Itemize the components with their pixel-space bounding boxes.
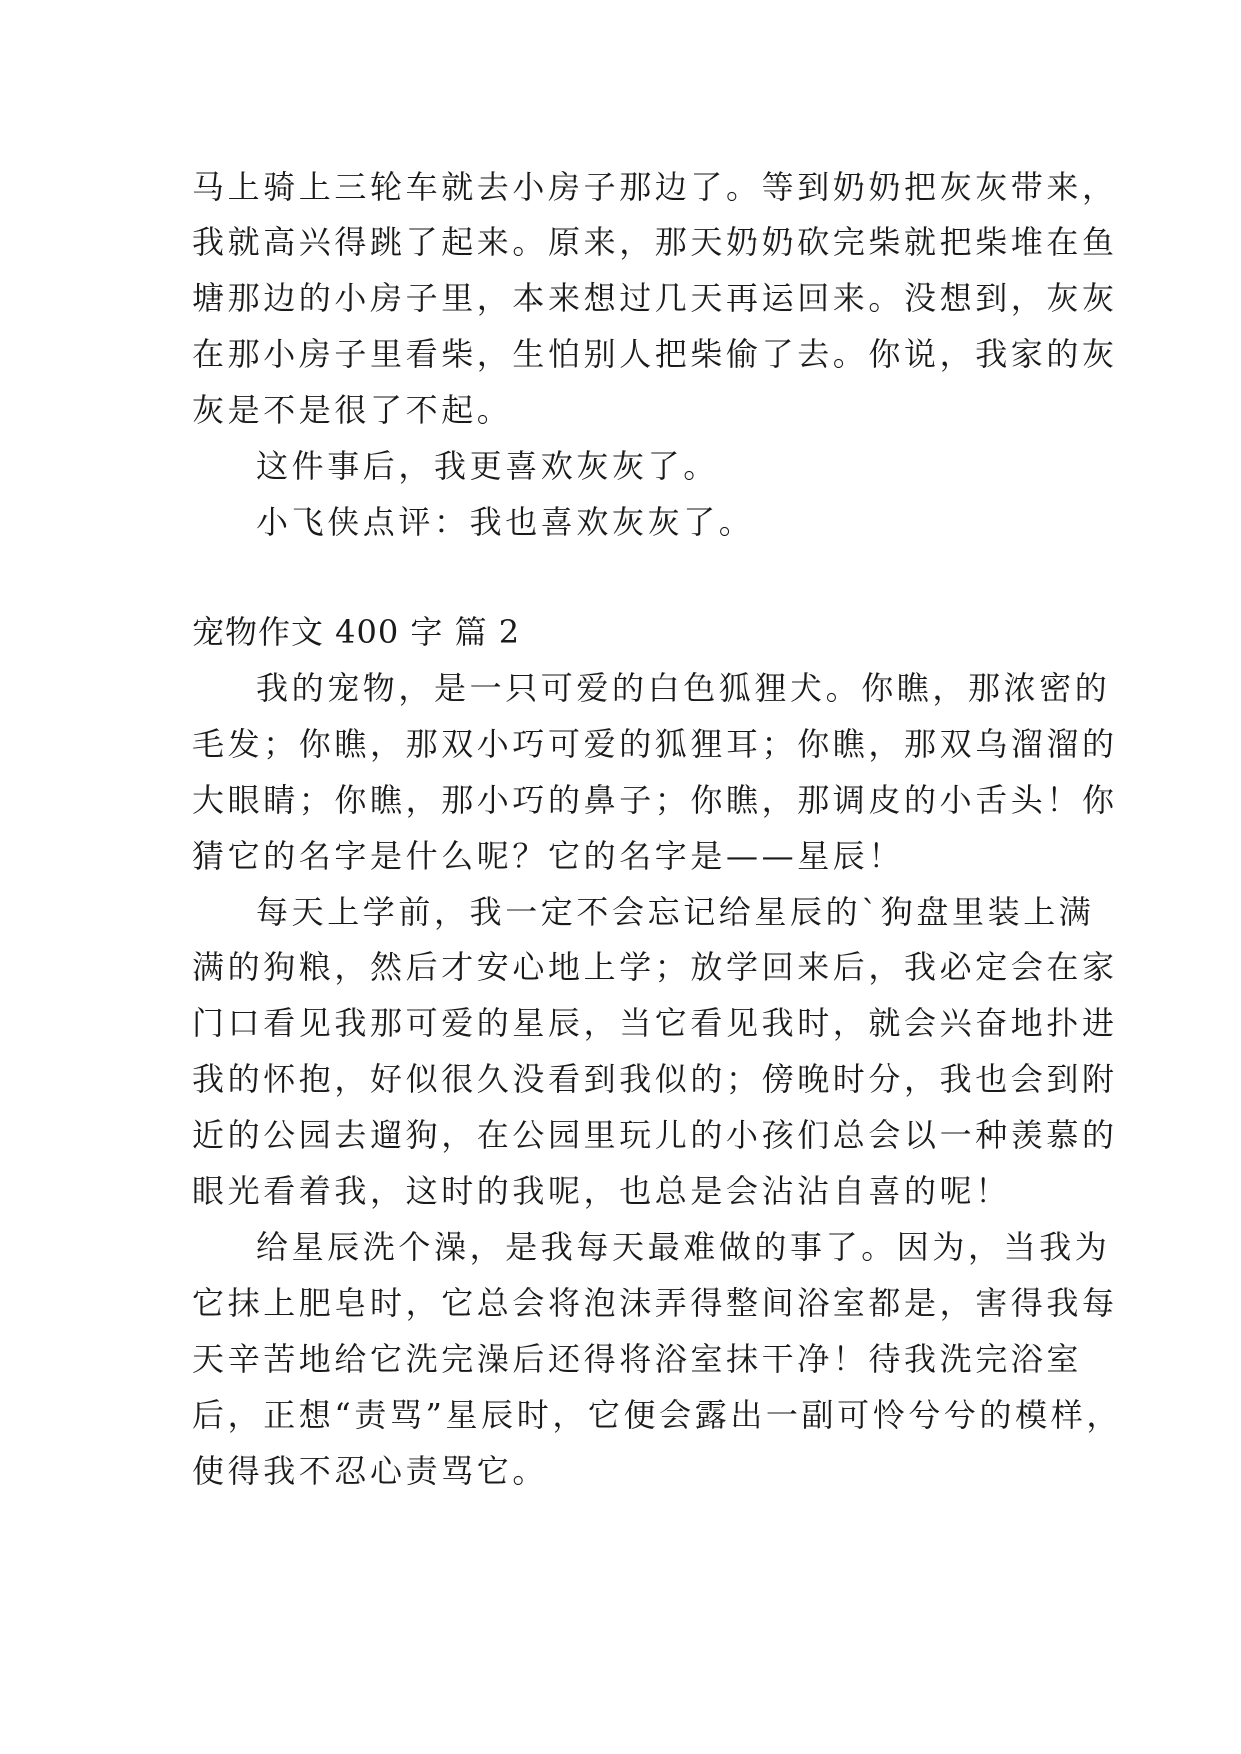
- paragraph-line: 灰是不是很了不起。: [192, 391, 513, 429]
- paragraph-line: 天辛苦地给它洗完澡后还得将浴室抹干净！待我洗完浴室: [192, 1340, 1083, 1378]
- paragraph-line: 毛发；你瞧，那双小巧可爱的狐狸耳；你瞧，那双乌溜溜的: [192, 725, 1118, 763]
- paragraph-line: 眼光看着我，这时的我呢，也总是会沾沾自喜的呢！: [192, 1172, 1011, 1210]
- paragraph-line: 塘那边的小房子里，本来想过几天再运回来。没想到，灰灰: [192, 279, 1118, 317]
- paragraph-line: 这件事后，我更喜欢灰灰了。: [256, 447, 719, 485]
- section-title: 宠物作文 400 字 篇 2: [192, 613, 521, 651]
- paragraph-line: 满的狗粮，然后才安心地上学；放学回来后，我必定会在家: [192, 948, 1118, 986]
- paragraph-line: 后，正想“责骂”星辰时，它便会露出一副可怜兮兮的模样，: [192, 1396, 1122, 1434]
- paragraph-line: 猜它的名字是什么呢？它的名字是——星辰！: [192, 837, 905, 875]
- paragraph-line: 每天上学前，我一定不会忘记给星辰的`狗盘里装上满: [256, 893, 1095, 931]
- paragraph-line: 马上骑上三轮车就去小房子那边了。等到奶奶把灰灰带来，: [192, 168, 1118, 206]
- paragraph-line: 使得我不忍心责骂它。: [192, 1452, 549, 1490]
- paragraph-line: 大眼睛；你瞧，那小巧的鼻子；你瞧，那调皮的小舌头！你: [192, 781, 1118, 819]
- paragraph-line: 它抹上肥皂时，它总会将泡沫弄得整间浴室都是，害得我每: [192, 1284, 1118, 1322]
- paragraph-line: 给星辰洗个澡，是我每天最难做的事了。因为，当我为: [256, 1228, 1111, 1266]
- paragraph-line: 门口看见我那可爱的星辰，当它看见我时，就会兴奋地扑进: [192, 1004, 1118, 1042]
- comment-line: 小飞侠点评：我也喜欢灰灰了。: [256, 503, 755, 541]
- paragraph-line: 在那小房子里看柴，生怕别人把柴偷了去。你说，我家的灰: [192, 335, 1118, 373]
- paragraph-line: 我就高兴得跳了起来。原来，那天奶奶砍完柴就把柴堆在鱼: [192, 223, 1118, 261]
- paragraph-line: 我的宠物，是一只可爱的白色狐狸犬。你瞧，那浓密的: [256, 669, 1111, 707]
- paragraph-line: 近的公园去遛狗，在公园里玩儿的小孩们总会以一种羡慕的: [192, 1116, 1118, 1154]
- paragraph-line: 我的怀抱，好似很久没看到我似的；傍晚时分，我也会到附: [192, 1060, 1118, 1098]
